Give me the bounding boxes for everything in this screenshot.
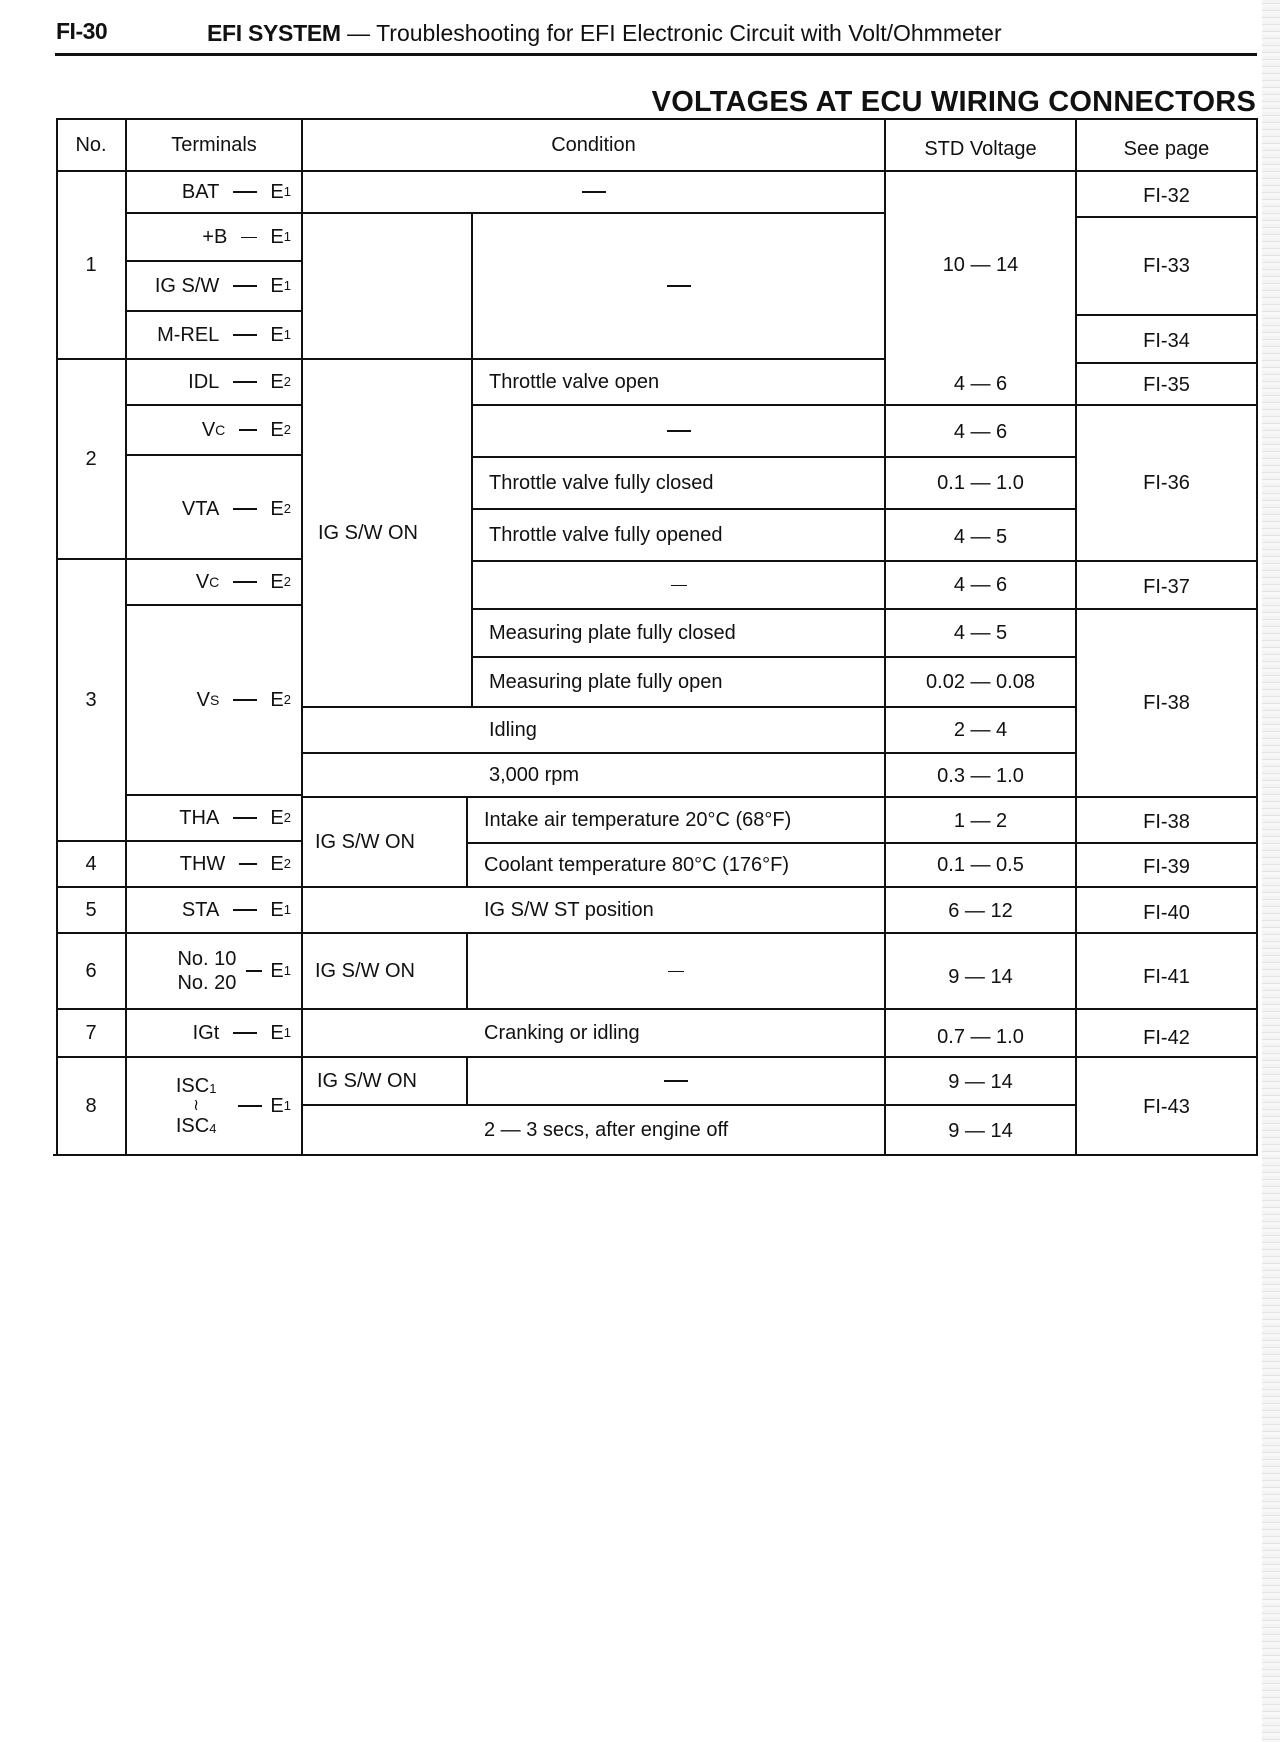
group-no: 5: [85, 899, 97, 921]
condition-after-engine-off: 2 — 3 secs, after engine off: [484, 1119, 729, 1141]
group-no: 4: [85, 853, 97, 875]
voltage-value: 4 — 5: [953, 622, 1008, 644]
terminal-vc: V C E 2: [201, 419, 291, 441]
condition-empty-dash: [473, 562, 884, 608]
condition-throttle-open: Throttle valve open: [489, 371, 660, 393]
condition-empty-dash: [473, 214, 884, 358]
see-page-ref: FI-32: [1143, 185, 1190, 207]
group-no: 1: [85, 254, 97, 276]
group-no: 7: [85, 1022, 97, 1044]
voltage-value: 10 — 14: [942, 254, 1019, 276]
header-condition: Condition: [551, 134, 636, 156]
voltage-value: 1 — 2: [953, 810, 1008, 832]
header-no: No.: [75, 134, 107, 156]
terminal-thw: THW E 2: [179, 853, 291, 875]
condition-plate-fully-closed: Measuring plate fully closed: [489, 622, 736, 644]
group-no: 3: [85, 689, 97, 711]
see-page-ref: FI-42: [1143, 1027, 1190, 1049]
voltage-value: 4 — 6: [953, 373, 1008, 395]
see-page-ref: FI-40: [1143, 902, 1190, 924]
voltage-value: 4 — 6: [953, 574, 1008, 596]
condition-intake-air-temp: Intake air temperature 20°C (68°F): [484, 809, 792, 831]
group-no: 6: [85, 960, 97, 982]
header-see-page: See page: [1123, 138, 1210, 160]
group-no: 8: [85, 1095, 97, 1117]
page-title-rest: — Troubleshooting for EFI Electronic Circuit with Volt/Ohmmeter: [340, 20, 1002, 46]
terminal-stack: No. 10 No. 20: [177, 948, 237, 994]
terminal-vs: V S E 2: [196, 689, 291, 711]
terminal-plus-b: +B E 1: [202, 226, 291, 248]
condition-ig-sw-on: IG S/W ON: [317, 1070, 417, 1092]
see-page-ref: FI-36: [1143, 472, 1190, 494]
voltage-value: 0.7 — 1.0: [937, 1026, 1024, 1048]
see-page-ref: FI-34: [1143, 330, 1190, 352]
voltage-value: 9 — 14: [948, 966, 1013, 988]
header-std-voltage: STD Voltage: [924, 138, 1037, 160]
condition-throttle-fully-closed: Throttle valve fully closed: [489, 472, 714, 494]
voltage-value: 4 — 5: [953, 526, 1008, 548]
see-page-ref: FI-39: [1143, 856, 1190, 878]
condition-plate-fully-open: Measuring plate fully open: [489, 671, 723, 693]
see-page-ref: FI-41: [1143, 966, 1190, 988]
condition-ig-sw-on: IG S/W ON: [318, 522, 418, 544]
see-page-ref: FI-35: [1143, 374, 1190, 396]
voltage-value: 9 — 14: [948, 1071, 1013, 1093]
terminal-sta: STA E 1: [181, 899, 291, 921]
terminal-no10-no20: No. 10 No. 20 E 1: [177, 948, 291, 994]
condition-ig-sw-on: IG S/W ON: [315, 831, 415, 853]
voltage-value: 9 — 14: [948, 1120, 1013, 1142]
see-page-ref: FI-38: [1143, 811, 1190, 833]
condition-empty-dash: [303, 172, 884, 212]
voltage-value: 4 — 6: [953, 421, 1008, 443]
condition-coolant-temp: Coolant temperature 80°C (176°F): [484, 854, 790, 876]
page-title-bold: EFI SYSTEM: [207, 20, 341, 46]
condition-idling: Idling: [489, 719, 537, 741]
voltage-value: 0.1 — 1.0: [937, 472, 1024, 494]
voltage-value: 0.3 — 1.0: [937, 765, 1024, 787]
terminal-isc: $ISC_1$ ≀ $ISC_4$ E 1: [175, 1075, 291, 1137]
terminal-vc: V C E 2: [195, 571, 291, 593]
terminal-stack: $ISC_1$ ≀ $ISC_4$: [175, 1075, 217, 1137]
condition-ig-sw-on: IG S/W ON: [315, 960, 415, 982]
voltage-value: 0.1 — 0.5: [937, 854, 1024, 876]
condition-empty-dash: [468, 934, 884, 1008]
condition-ig-sw-st: IG S/W ST position: [484, 899, 654, 921]
see-page-ref: FI-33: [1143, 255, 1190, 277]
see-page-ref: FI-43: [1143, 1096, 1190, 1118]
table-border-right: [1256, 118, 1258, 1156]
voltage-value: 0.02 — 0.08: [926, 671, 1035, 693]
see-page-ref: FI-37: [1143, 576, 1190, 598]
terminal-ig-sw: IG S/W E 1: [154, 275, 291, 297]
condition-3000rpm: 3,000 rpm: [489, 764, 580, 786]
section-title: VOLTAGES AT ECU WIRING CONNECTORS: [651, 86, 1256, 118]
condition-empty-dash: [468, 1058, 884, 1104]
page-number: FI-30: [56, 18, 108, 44]
header-terminals: Terminals: [171, 134, 257, 156]
voltage-value: 6 — 12: [948, 900, 1013, 922]
group-no: 2: [85, 448, 97, 470]
terminal-tha: THA E 2: [179, 807, 291, 829]
terminal-idl: IDL E 2: [188, 371, 291, 393]
terminal-m-rel: M-REL E 1: [157, 324, 291, 346]
condition-throttle-fully-opened: Throttle valve fully opened: [489, 524, 723, 546]
terminal-igt: IGt E 1: [192, 1022, 291, 1044]
condition-empty-dash: [473, 406, 884, 456]
voltage-value: 2 — 4: [953, 719, 1008, 741]
condition-cranking-idling: Cranking or idling: [484, 1022, 640, 1044]
see-page-ref: FI-38: [1143, 692, 1190, 714]
terminal-vta: VTA E 2: [181, 498, 291, 520]
terminal-bat: BAT E 1: [181, 181, 291, 203]
